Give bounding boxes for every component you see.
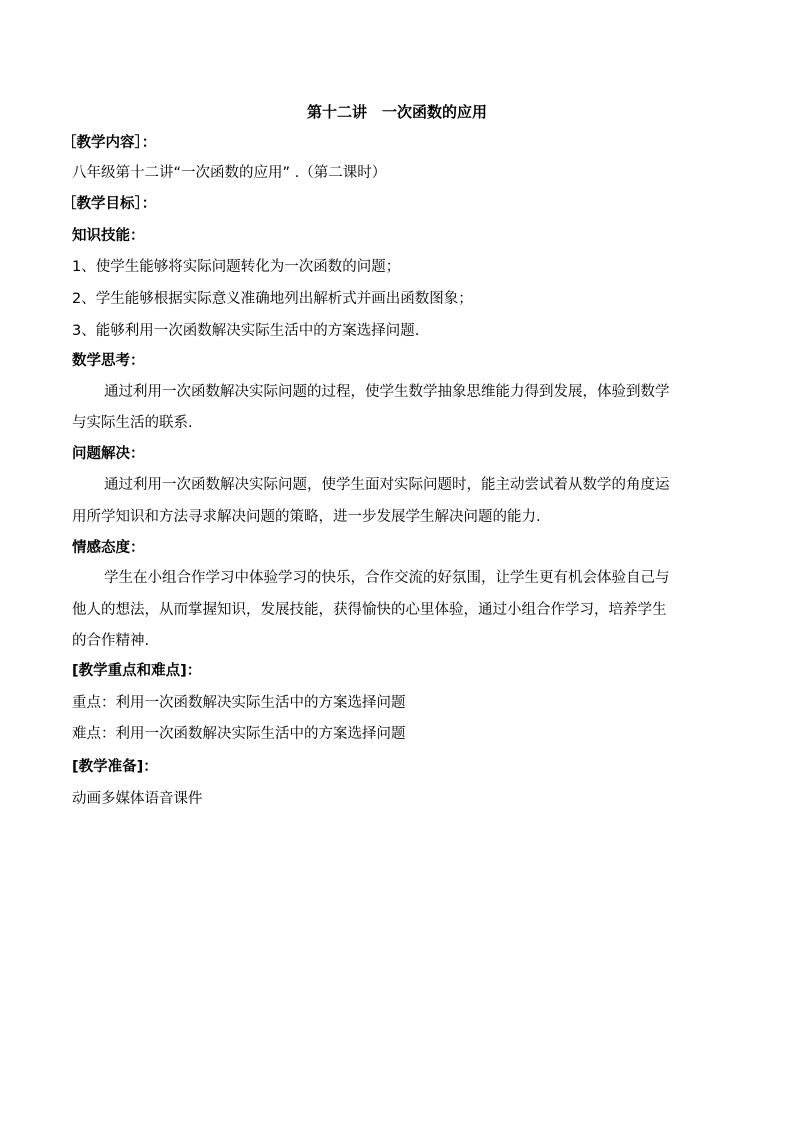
goals-heading: ［教学目标］： xyxy=(62,196,157,212)
attitude-line-3: 的合作精神. xyxy=(72,633,150,649)
thinking-line-2: 与实际生活的联系. xyxy=(72,415,193,431)
content-text: 八年级第十二讲“一次函数的应用” .（第二课时） xyxy=(72,165,387,181)
attitude-heading: 情感态度： xyxy=(72,540,145,556)
knowledge-item-2: 2、学生能够根据实际意义准确地列出解析式并画出函数图象； xyxy=(72,291,473,307)
knowledge-item-3: 3、能够利用一次函数解决实际生活中的方案选择问题. xyxy=(72,323,420,339)
knowledge-heading: 知识技能： xyxy=(72,228,145,244)
problem-heading: 问题解决： xyxy=(72,446,145,462)
attitude-line-1: 学生在小组合作学习中体验学习的快乐，合作交流的好氛围，让学生更有机会体验自己与 xyxy=(104,570,670,586)
thinking-heading: 数学思考： xyxy=(72,353,145,369)
keypoints-heading: [教学重点和难点]： xyxy=(72,663,202,679)
problem-line-2: 用所学知识和方法寻求解决问题的策略，进一步发展学生解决问题的能力. xyxy=(72,509,541,525)
thinking-line-1: 通过利用一次函数解决实际问题的过程，使学生数学抽象思维能力得到发展，体验到数学 xyxy=(104,384,670,400)
problem-line-1: 通过利用一次函数解决实际问题，使学生面对实际问题时，能主动尝试着从数学的角度运 xyxy=(104,477,670,493)
content-heading: ［教学内容］： xyxy=(62,135,157,151)
keypoint-difficulty: 难点：利用一次函数解决实际生活中的方案选择问题 xyxy=(72,726,406,742)
page-title: 第十二讲 一次函数的应用 xyxy=(306,103,487,121)
preparation-text: 动画多媒体语音课件 xyxy=(72,791,203,807)
preparation-heading: [教学准备]： xyxy=(72,759,158,775)
keypoint-focus: 重点：利用一次函数解决实际生活中的方案选择问题 xyxy=(72,695,406,711)
knowledge-item-1: 1、使学生能够将实际问题转化为一次函数的问题； xyxy=(72,259,401,275)
attitude-line-2: 他人的想法，从而掌握知识，发展技能，获得愉快的心里体验，通过小组合作学习，培养学生 xyxy=(72,602,667,618)
